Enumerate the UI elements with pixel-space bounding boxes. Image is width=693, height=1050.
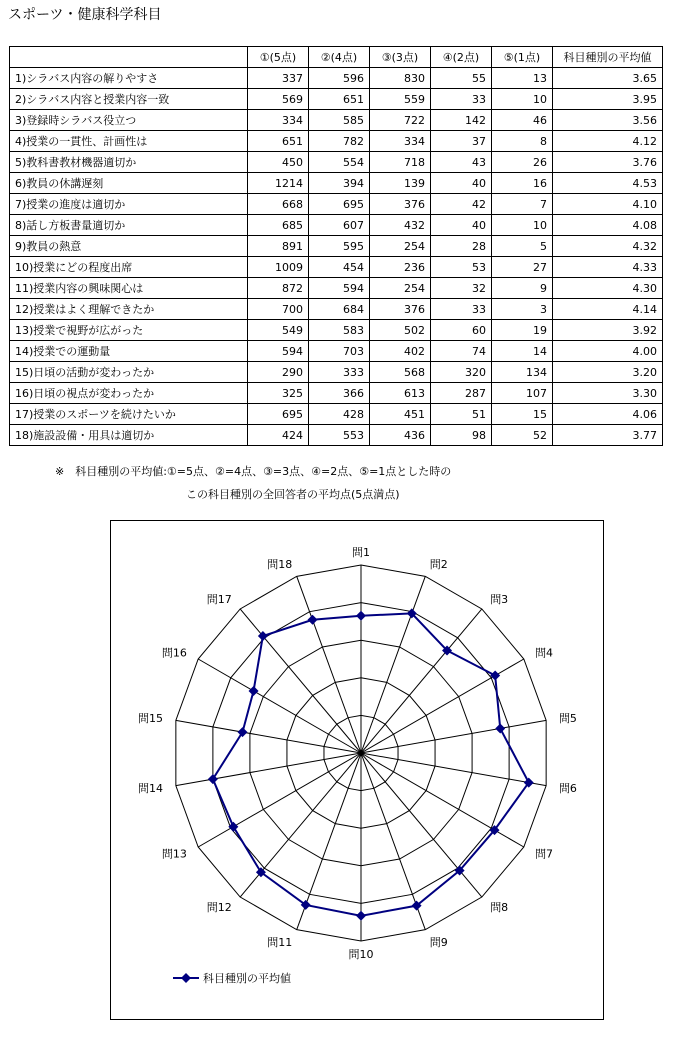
average-value: 3.56 (553, 110, 663, 131)
count-score4: 585 (309, 110, 370, 131)
count-score2: 74 (431, 341, 492, 362)
data-point (249, 686, 259, 696)
data-point (208, 774, 218, 784)
table-row (10, 257, 663, 278)
count-score1: 107 (492, 383, 553, 404)
table-row (10, 110, 663, 131)
count-score3: 334 (370, 131, 431, 152)
table-row (10, 278, 663, 299)
average-value: 3.30 (553, 383, 663, 404)
count-score1: 5 (492, 236, 553, 257)
axis-label: 問9 (429, 935, 448, 949)
count-score1: 14 (492, 341, 553, 362)
table-row (10, 173, 663, 194)
average-value: 4.10 (553, 194, 663, 215)
average-value: 3.65 (553, 68, 663, 89)
grid-spoke (361, 576, 425, 753)
count-score2: 142 (431, 110, 492, 131)
axis-label: 問12 (206, 900, 232, 914)
table-row (10, 362, 663, 383)
count-score1: 46 (492, 110, 553, 131)
axis-label: 問3 (490, 593, 509, 607)
average-value: 4.53 (553, 173, 663, 194)
count-score2: 33 (431, 89, 492, 110)
count-score5: 424 (248, 425, 309, 446)
count-score3: 830 (370, 68, 431, 89)
count-score2: 37 (431, 131, 492, 152)
count-score3: 559 (370, 89, 431, 110)
axis-label: 問5 (558, 712, 577, 726)
count-score5: 695 (248, 404, 309, 425)
row-label: 16)日頃の視点が変わったか (10, 383, 248, 404)
count-score5: 450 (248, 152, 309, 173)
data-point (308, 615, 318, 625)
row-label: 15)日頃の活動が変わったか (10, 362, 248, 383)
count-score2: 32 (431, 278, 492, 299)
count-score5: 325 (248, 383, 309, 404)
axis-label: 問8 (490, 900, 509, 914)
count-score4: 703 (309, 341, 370, 362)
average-value: 3.92 (553, 320, 663, 341)
row-label: 8)話し方板書量適切か (10, 215, 248, 236)
data-point (356, 611, 366, 621)
row-label: 18)施設設備・用具は適切か (10, 425, 248, 446)
table-row (10, 341, 663, 362)
count-score5: 549 (248, 320, 309, 341)
count-score5: 685 (248, 215, 309, 236)
average-value: 3.77 (553, 425, 663, 446)
row-label: 10)授業にどの程度出席 (10, 257, 248, 278)
axis-label: 問7 (535, 847, 554, 861)
count-score4: 782 (309, 131, 370, 152)
count-score5: 891 (248, 236, 309, 257)
table-header-row (10, 47, 663, 68)
count-score1: 8 (492, 131, 553, 152)
count-score3: 722 (370, 110, 431, 131)
count-score4: 454 (309, 257, 370, 278)
count-score3: 568 (370, 362, 431, 383)
count-score2: 60 (431, 320, 492, 341)
legend-label: 科目種別の平均値 (203, 972, 291, 985)
count-score3: 139 (370, 173, 431, 194)
count-score3: 502 (370, 320, 431, 341)
average-value: 4.14 (553, 299, 663, 320)
axis-label: 問14 (138, 781, 164, 795)
count-score5: 337 (248, 68, 309, 89)
data-point (228, 822, 238, 832)
table-row (10, 404, 663, 425)
row-label: 12)授業はよく理解できたか (10, 299, 248, 320)
row-label: 5)教科書教材機器適切か (10, 152, 248, 173)
count-score3: 613 (370, 383, 431, 404)
count-score4: 333 (309, 362, 370, 383)
count-score1: 10 (492, 215, 553, 236)
axis-label: 問15 (138, 712, 164, 726)
count-score5: 569 (248, 89, 309, 110)
table-row (10, 320, 663, 341)
row-label: 3)登録時シラバス役立つ (10, 110, 248, 131)
count-score3: 402 (370, 341, 431, 362)
count-score4: 695 (309, 194, 370, 215)
axis-label: 問4 (535, 646, 554, 660)
count-score2: 40 (431, 215, 492, 236)
table-row (10, 299, 663, 320)
data-point (238, 727, 248, 737)
count-score2: 40 (431, 173, 492, 194)
count-score5: 1009 (248, 257, 309, 278)
row-label: 17)授業のスポーツを続けたいか (10, 404, 248, 425)
count-score1: 16 (492, 173, 553, 194)
row-label: 2)シラバス内容と授業内容一致 (10, 89, 248, 110)
grid-spoke (297, 576, 361, 753)
count-score1: 52 (492, 425, 553, 446)
axis-label: 問6 (558, 781, 577, 795)
row-label: 4)授業の一貫性、計画性は (10, 131, 248, 152)
count-score1: 19 (492, 320, 553, 341)
count-score2: 43 (431, 152, 492, 173)
count-score4: 583 (309, 320, 370, 341)
count-score4: 595 (309, 236, 370, 257)
count-score2: 42 (431, 194, 492, 215)
count-score3: 436 (370, 425, 431, 446)
header-score2: ④(2点) (431, 47, 492, 68)
count-score4: 596 (309, 68, 370, 89)
data-point (495, 723, 505, 733)
count-score5: 651 (248, 131, 309, 152)
axis-label: 問1 (352, 546, 370, 559)
radar-chart-box (110, 520, 604, 1020)
axis-label: 問17 (206, 593, 232, 607)
average-value: 3.20 (553, 362, 663, 383)
axis-label: 問16 (161, 646, 187, 660)
count-score3: 254 (370, 278, 431, 299)
table-row (10, 425, 663, 446)
count-score1: 7 (492, 194, 553, 215)
count-score5: 1214 (248, 173, 309, 194)
count-score2: 51 (431, 404, 492, 425)
axis-label: 問11 (267, 935, 293, 949)
header-score4: ②(4点) (309, 47, 370, 68)
count-score1: 3 (492, 299, 553, 320)
axis-label: 問10 (348, 948, 374, 961)
count-score3: 451 (370, 404, 431, 425)
header-score3: ③(3点) (370, 47, 431, 68)
table-row (10, 383, 663, 404)
count-score4: 651 (309, 89, 370, 110)
row-label: 11)授業内容の興味関心は (10, 278, 248, 299)
row-label: 9)教員の熱意 (10, 236, 248, 257)
data-point (356, 911, 366, 921)
row-label: 14)授業での運動量 (10, 341, 248, 362)
axis-label: 問18 (267, 558, 293, 572)
count-score3: 254 (370, 236, 431, 257)
count-score3: 718 (370, 152, 431, 173)
count-score5: 872 (248, 278, 309, 299)
count-score2: 28 (431, 236, 492, 257)
count-score2: 320 (431, 362, 492, 383)
row-label: 7)授業の進度は適切か (10, 194, 248, 215)
count-score4: 366 (309, 383, 370, 404)
row-label: 6)教員の休講遅刻 (10, 173, 248, 194)
table-row (10, 215, 663, 236)
page-title: スポーツ・健康科学科目 (8, 7, 162, 23)
average-value: 4.32 (553, 236, 663, 257)
row-label: 13)授業で視野が広がった (10, 320, 248, 341)
header-average: 科目種別の平均値 (553, 47, 663, 68)
row-label: 1)シラバス内容の解りやすさ (10, 68, 248, 89)
count-score4: 594 (309, 278, 370, 299)
count-score5: 290 (248, 362, 309, 383)
note-line-2: この科目種別の全回答者の平均点(5点満点) (186, 488, 400, 501)
table-row (10, 131, 663, 152)
average-value: 4.33 (553, 257, 663, 278)
count-score4: 607 (309, 215, 370, 236)
count-score4: 394 (309, 173, 370, 194)
count-score1: 26 (492, 152, 553, 173)
table-row (10, 68, 663, 89)
average-value: 4.06 (553, 404, 663, 425)
header-score1: ⑤(1点) (492, 47, 553, 68)
count-score5: 334 (248, 110, 309, 131)
survey-table (9, 46, 663, 446)
count-score5: 700 (248, 299, 309, 320)
table-row (10, 236, 663, 257)
table-row (10, 89, 663, 110)
header-score5: ①(5点) (248, 47, 309, 68)
count-score2: 55 (431, 68, 492, 89)
count-score2: 287 (431, 383, 492, 404)
average-value: 3.76 (553, 152, 663, 173)
count-score4: 554 (309, 152, 370, 173)
average-value: 4.00 (553, 341, 663, 362)
count-score1: 27 (492, 257, 553, 278)
count-score1: 13 (492, 68, 553, 89)
axis-label: 問13 (161, 847, 187, 861)
count-score2: 53 (431, 257, 492, 278)
count-score1: 10 (492, 89, 553, 110)
count-score3: 376 (370, 194, 431, 215)
count-score4: 553 (309, 425, 370, 446)
average-value: 3.95 (553, 89, 663, 110)
count-score2: 98 (431, 425, 492, 446)
legend-marker (181, 973, 191, 983)
count-score5: 668 (248, 194, 309, 215)
count-score5: 594 (248, 341, 309, 362)
count-score1: 15 (492, 404, 553, 425)
header-label-cell (10, 47, 248, 68)
count-score1: 9 (492, 278, 553, 299)
axis-label: 問2 (429, 558, 448, 572)
count-score1: 134 (492, 362, 553, 383)
average-value: 4.08 (553, 215, 663, 236)
count-score3: 376 (370, 299, 431, 320)
count-score4: 684 (309, 299, 370, 320)
count-score4: 428 (309, 404, 370, 425)
table-row (10, 152, 663, 173)
note-line-1: ※ 科目種別の平均値:①=5点、②=4点、③=3点、④=2点、⑤=1点とした時の (55, 465, 452, 478)
count-score3: 236 (370, 257, 431, 278)
average-value: 4.30 (553, 278, 663, 299)
average-value: 4.12 (553, 131, 663, 152)
table-row (10, 194, 663, 215)
count-score2: 33 (431, 299, 492, 320)
count-score3: 432 (370, 215, 431, 236)
radar-chart (111, 521, 603, 1019)
